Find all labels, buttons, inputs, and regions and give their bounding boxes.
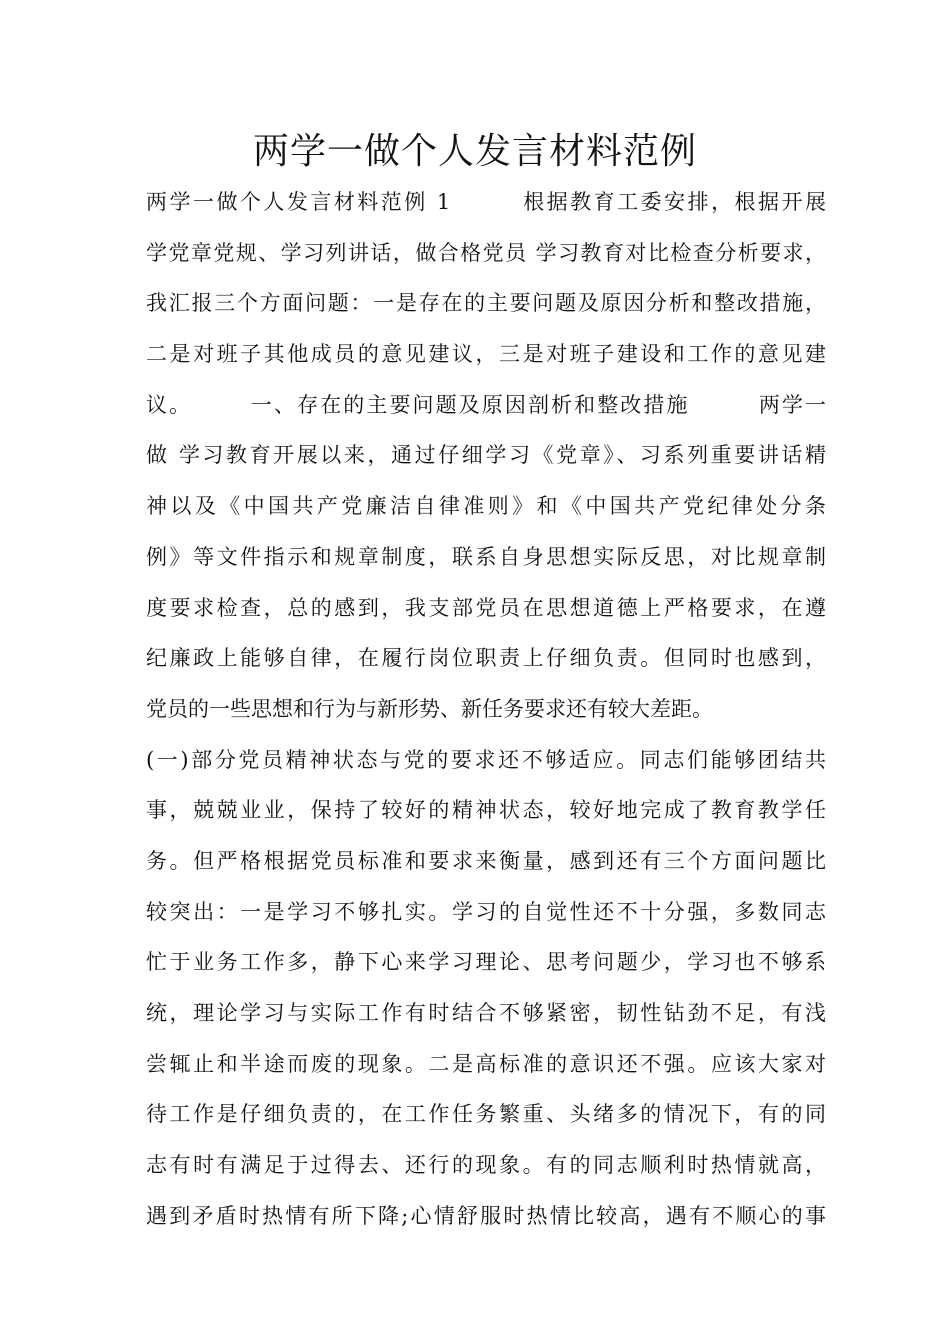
body-line: 两学一做个人发言材料范例 1 根据教育工委安排，根据开展 bbox=[146, 190, 826, 214]
body-line: 例》等文件指示和规章制度，联系自身思想实际反思，对比规章制 bbox=[146, 544, 826, 569]
body-line: 较突出：一是学习不够扎实。学习的自觉性还不十分强，多数同志 bbox=[146, 899, 826, 924]
body-line: 尝辄止和半途而废的现象。二是高标准的意识还不强。应该大家对 bbox=[146, 1051, 826, 1076]
body-line: 统，理论学习与实际工作有时结合不够紧密，韧性钻劲不足，有浅 bbox=[146, 1001, 826, 1025]
body-line: 待工作是仔细负责的，在工作任务繁重、头绪多的情况下，有的同 bbox=[146, 1102, 826, 1127]
body-line: 学党章党规、学习列讲话，做合格党员 学习教育对比检查分析要求， bbox=[146, 240, 826, 265]
document-body bbox=[146, 182, 826, 1246]
body-line: 务。但严格根据党员标准和要求来衡量，感到还有三个方面问题比 bbox=[146, 848, 826, 873]
body-line: 志有时有满足于过得去、还行的现象。有的同志顺利时热情就高， bbox=[146, 1153, 826, 1178]
body-line: 遇到矛盾时热情有所下降;心情舒服时热情比较高，遇有不顺心的事 bbox=[146, 1203, 826, 1228]
body-line: 纪廉政上能够自律，在履行岗位职责上仔细负责。但同时也感到， bbox=[146, 646, 826, 671]
body-line: 度要求检查，总的感到，我支部党员在思想道德上严格要求，在遵 bbox=[146, 595, 826, 620]
body-line: 二是对班子其他成员的意见建议，三是对班子建设和工作的意见建 bbox=[146, 342, 826, 367]
body-line: 事，兢兢业业，保持了较好的精神状态，较好地完成了教育教学任 bbox=[146, 798, 826, 823]
body-line: 神以及《中国共产党廉洁自律准则》和《中国共产党纪律处分条 bbox=[146, 494, 826, 519]
body-line: (一)部分党员精神状态与党的要求还不够适应。同志们能够团结共 bbox=[146, 747, 826, 772]
body-line: 党员的一些思想和行为与新形势、新任务要求还有较大差距。 bbox=[146, 696, 713, 721]
body-line: 我汇报三个方面问题：一是存在的主要问题及原因分析和整改措施， bbox=[146, 291, 826, 316]
document-title: 两学一做个人发言材料范例 bbox=[252, 131, 697, 172]
body-line: 议。 一、存在的主要问题及原因剖析和整改措施 两学一 bbox=[146, 392, 826, 417]
body-line: 做 学习教育开展以来，通过仔细学习《党章》、习系列重要讲话精 bbox=[146, 443, 826, 468]
body-line: 忙于业务工作多，静下心来学习理论、思考问题少，学习也不够系 bbox=[146, 950, 826, 975]
